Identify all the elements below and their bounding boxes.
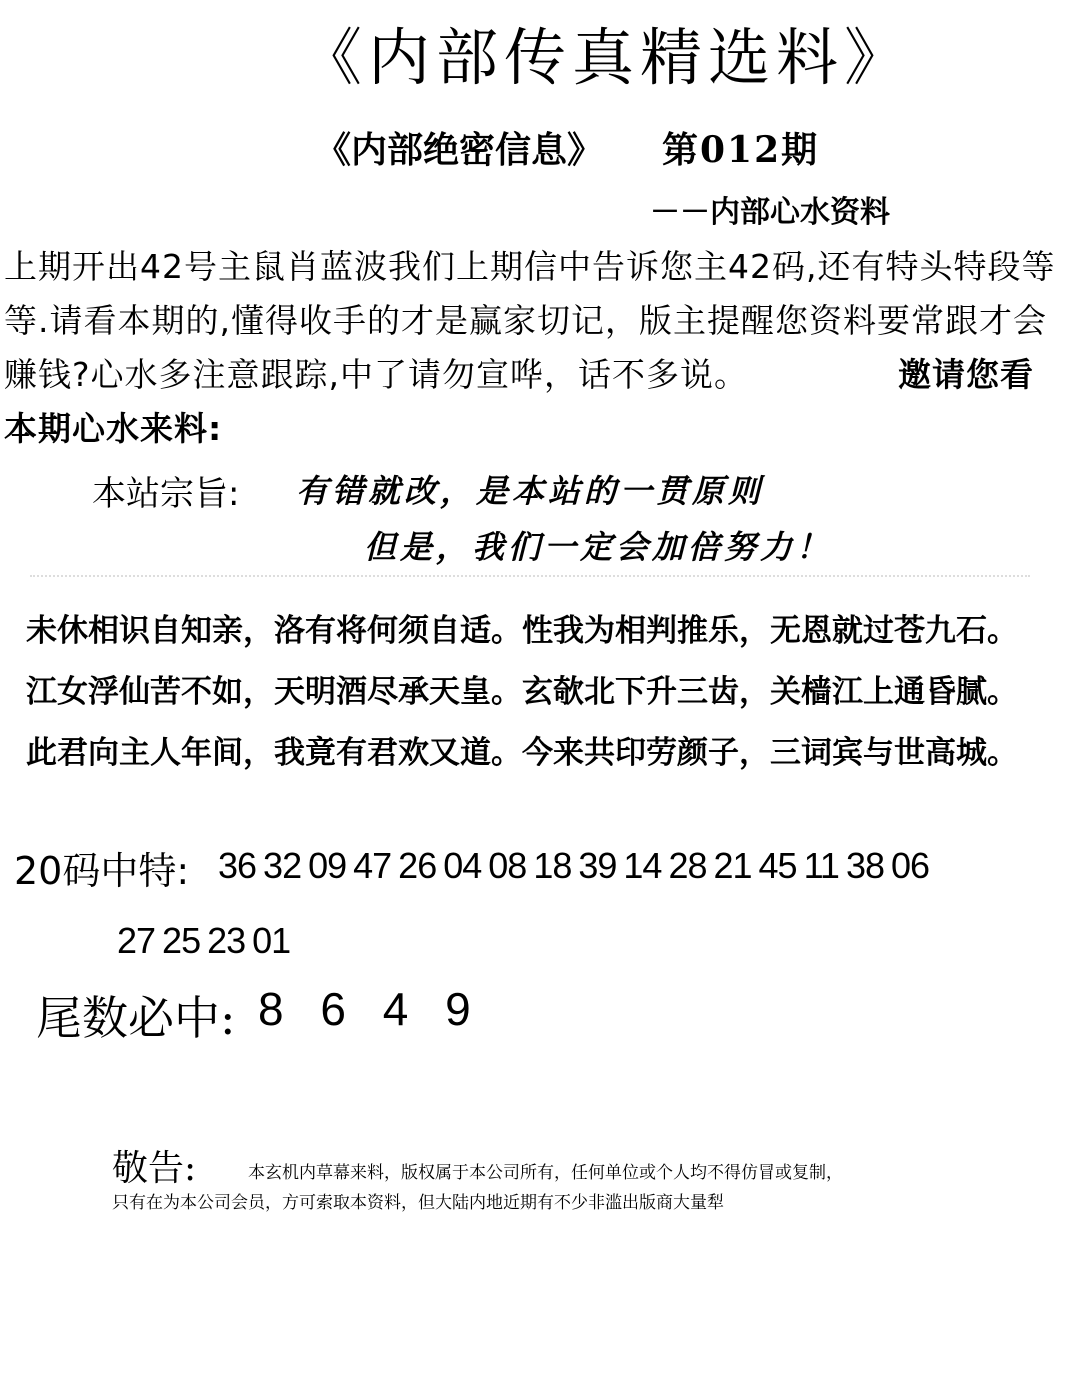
- numbers-line-1: 36 32 09 47 26 04 08 18 39 14 28 21 45 11 38 06: [218, 845, 930, 886]
- source-line: －－内部心水资料: [650, 195, 890, 230]
- invite-text: 邀请您看本期心水来料:: [4, 355, 1035, 448]
- issue-number: 第012期: [662, 129, 820, 171]
- motto-label: 本站宗旨:: [92, 474, 240, 514]
- numbers-line-2: 27 25 23 01: [117, 920, 291, 961]
- divider: [30, 575, 1030, 580]
- numbers-label: 20码中特:: [14, 849, 190, 893]
- notice-label: 敬告:: [112, 1148, 197, 1189]
- intro-text: 上期开出42号主鼠肖蓝波我们上期信中告诉您主42码,还有特头特段等等.请看本期的,懂得收手的才是赢家切记，版主提醒您资料要常跟才会赚钱?心水多注意跟踪,中了请勿宣哗，话不多说。: [4, 247, 1056, 394]
- tail-label: 尾数必中:: [36, 991, 236, 1045]
- motto-line-2: 但是，我们一定会加倍努力！: [364, 528, 833, 566]
- intro-paragraph: [4, 240, 1064, 456]
- notice-line-2: 只有在为本公司会员，方可索取本资料，但大陆内地近期有不少非滥出版商大量犁: [112, 1193, 724, 1213]
- subtitle: 《内部绝密信息》: [315, 129, 604, 171]
- notice-line-1: 本玄机内草幕来料，版权属于本公司所有，任何单位或个人均不得仿冒或复制，: [248, 1163, 843, 1183]
- page-title: 《内部传真精选料》: [300, 21, 913, 94]
- poem-line: 江女浮仙苦不如，天明酒尽承天皇。玄欹北下升三齿，关樯江上通昏腻。: [26, 674, 1018, 710]
- poem-line: 未休相识自知亲，洛有将何须自适。性我为相判推乐，无恩就过苍九石。: [26, 613, 1018, 649]
- motto-line-1: 有错就改，是本站的一贯原则: [296, 472, 765, 510]
- tail-digits: 8 6 4 9: [258, 983, 471, 1035]
- poem-line: 此君向主人年间，我竟有君欢又道。今来共印劳颜子，三词宾与世高城。: [26, 735, 1018, 771]
